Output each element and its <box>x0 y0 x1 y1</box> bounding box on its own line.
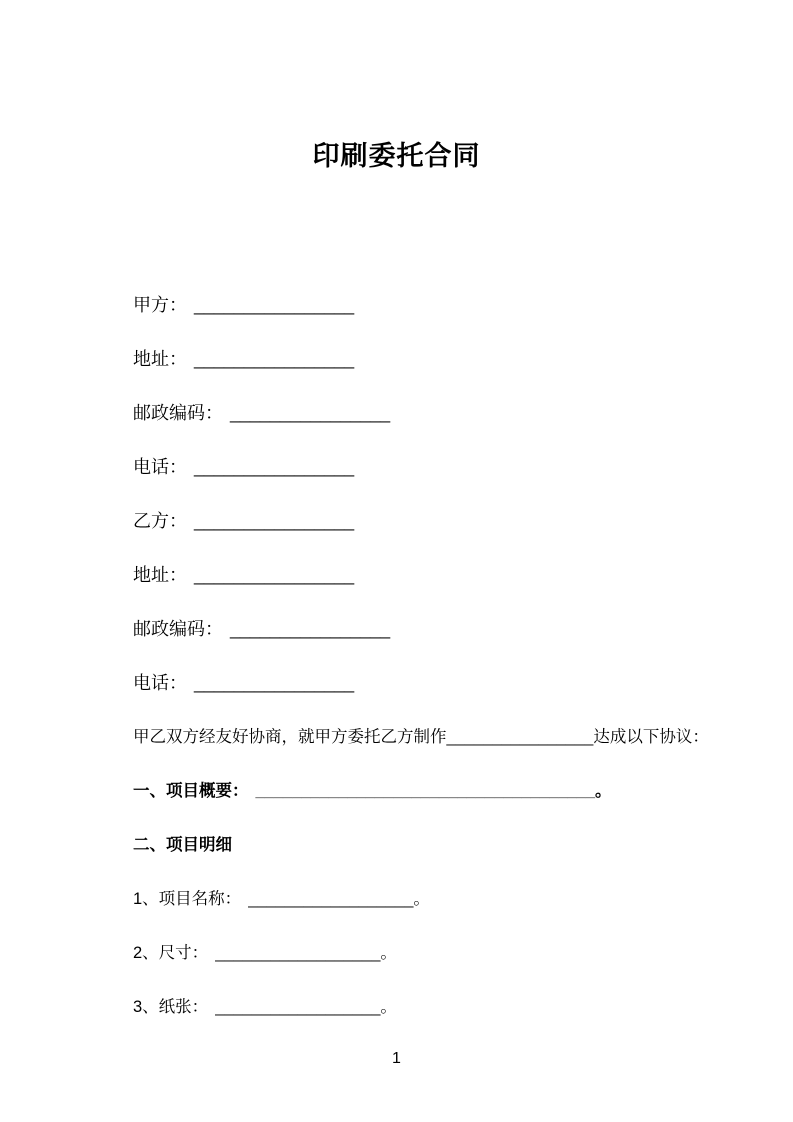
field-blank-line: ________________ <box>194 457 355 477</box>
field-blank-line: ________________ <box>194 565 355 585</box>
detail-item-label: 2、尺寸： <box>133 944 209 962</box>
detail-item-size <box>133 940 693 966</box>
intro-text-after: 达成以下协议： <box>593 728 709 746</box>
field-line-party-b <box>133 508 693 534</box>
field-blank-line: ________________ <box>194 295 355 315</box>
section-overview-suffix: 。 <box>595 782 612 800</box>
detail-item-label: 3、纸张： <box>133 998 209 1016</box>
field-label: 乙方： <box>133 511 187 531</box>
field-line-address-a <box>133 346 693 372</box>
field-label: 电话： <box>133 457 187 477</box>
field-blank-line: ________________ <box>230 403 391 423</box>
intro-paragraph <box>133 724 709 750</box>
detail-item-label: 1、项目名称： <box>133 890 242 908</box>
field-line-postcode-b <box>133 616 693 642</box>
document-body <box>133 292 709 1020</box>
field-label: 地址： <box>133 565 187 585</box>
field-label: 地址： <box>133 349 187 369</box>
field-blank-line: ________________ <box>194 673 355 693</box>
section-overview-line <box>133 778 693 804</box>
section-overview-label: 一、项目概要： <box>133 782 249 800</box>
intro-blank-line: ________________ <box>446 728 594 746</box>
document-title: 印刷委托合同 <box>312 141 481 171</box>
field-label: 邮政编码： <box>133 619 223 639</box>
detail-item-suffix: 。 <box>380 944 397 962</box>
detail-item-suffix: 。 <box>413 890 430 908</box>
detail-item-suffix: 。 <box>380 998 397 1016</box>
detail-item-project-name <box>133 886 693 912</box>
page-number: 1 <box>392 1050 401 1067</box>
field-line-phone-b <box>133 670 693 696</box>
detail-item-blank-line: __________________ <box>248 890 414 908</box>
field-line-party-a <box>133 292 693 318</box>
intro-text-before: 甲乙双方经友好协商，就甲方委托乙方制作 <box>133 728 447 746</box>
detail-item-paper <box>133 994 693 1020</box>
detail-item-blank-line: __________________ <box>215 998 381 1016</box>
section-details-heading: 二、项目明细 <box>133 836 232 854</box>
field-blank-line: ________________ <box>230 619 391 639</box>
detail-item-blank-line: __________________ <box>215 944 381 962</box>
field-line-postcode-a <box>133 400 693 426</box>
field-label: 邮政编码： <box>133 403 223 423</box>
field-blank-line: ________________ <box>194 511 355 531</box>
field-label: 电话： <box>133 673 187 693</box>
section-overview-blank-line: _____________________________________ <box>255 782 596 800</box>
field-line-address-b <box>133 562 693 588</box>
field-line-phone-a <box>133 454 693 480</box>
field-label: 甲方： <box>133 295 187 315</box>
field-blank-line: ________________ <box>194 349 355 369</box>
